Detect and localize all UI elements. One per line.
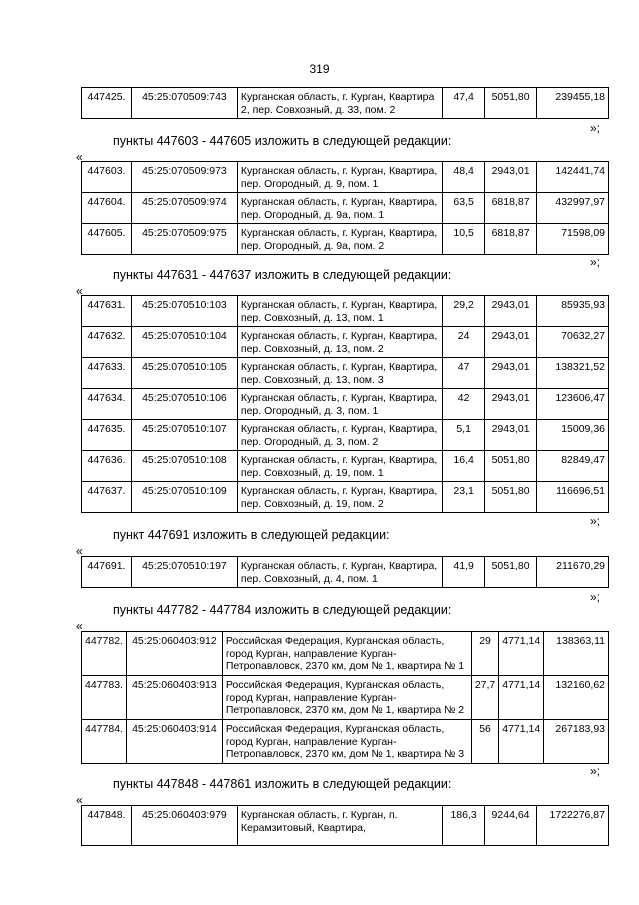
unit-price-cell: 2943,01 [485,296,537,327]
area-cell: 186,3 [443,806,485,846]
unit-price-cell: 2943,01 [485,162,537,193]
table-row [82,676,609,720]
cadastral-number-cell: 45:25:070510:104 [131,327,237,358]
unit-price-cell: 9244,64 [485,806,537,846]
address-cell: Курганская область, г. Курган, Квартира, пер. Совхозный, д. 13, пом. 1 [237,296,442,327]
closing-quote: »; [590,590,601,604]
cadastral-value-cell: 116696,51 [537,482,609,513]
table-447691 [81,556,609,588]
item-number-cell: 447691. [82,557,132,588]
address-cell: Курганская область, г. Курган, Квартира, пер. Огородный, д. 9, пом. 1 [237,162,442,193]
cadastral-number-cell: 45:25:070510:103 [131,296,237,327]
address-cell: Курганская область, г. Курган, п. Керамзитовый, Квартира, [237,806,442,846]
table-447848 [81,805,609,846]
opening-quote: « [76,150,83,164]
area-cell: 48,4 [443,162,485,193]
cadastral-number-cell: 45:25:070509:743 [131,88,237,119]
address-cell: Курганская область, г. Курган, Квартира, пер. Совхозный, д. 13, пом. 2 [237,327,442,358]
table-row [82,451,609,482]
cadastral-number-cell: 45:25:070510:108 [131,451,237,482]
address-cell: Курганская область, г. Курган, Квартира, пер. Огородный, д. 9а, пом. 1 [237,193,442,224]
table-447782-447784 [81,631,609,764]
cadastral-number-cell: 45:25:070509:973 [131,162,237,193]
cadastral-value-cell: 1722276,87 [537,806,609,846]
area-cell: 24 [443,327,485,358]
unit-price-cell: 4771,14 [499,632,544,676]
cadastral-value-cell: 132160,62 [544,676,609,720]
area-cell: 23,1 [443,482,485,513]
address-cell: Курганская область, г. Курган, Квартира, пер. Огородный, д. 3, пом. 1 [237,389,442,420]
address-cell: Курганская область, г. Курган, Квартира, пер. Совхозный, д. 19, пом. 2 [237,482,442,513]
table-row [82,88,609,119]
unit-price-cell: 2943,01 [485,389,537,420]
unit-price-cell: 2943,01 [485,358,537,389]
area-cell: 41,9 [443,557,485,588]
cadastral-value-cell: 85935,93 [537,296,609,327]
table-row [82,389,609,420]
opening-quote: « [76,619,83,633]
area-cell: 27,7 [471,676,498,720]
unit-price-cell: 5051,80 [485,88,537,119]
address-cell: Курганская область, г. Курган, Квартира, пер. Огородный, д. 3, пом. 2 [237,420,442,451]
cadastral-value-cell: 70632,27 [537,327,609,358]
instruction-text: пункты 447631 - 447637 изложить в следующей редакции: [113,268,452,282]
table-row [82,632,609,676]
table-row [82,720,609,764]
closing-quote: »; [590,764,601,778]
table-row [82,296,609,327]
table-row [82,420,609,451]
table-row [82,162,609,193]
area-cell: 10,5 [443,224,485,255]
area-cell: 47 [443,358,485,389]
cadastral-value-cell: 239455,18 [537,88,609,119]
area-cell: 47,4 [443,88,485,119]
item-number-cell: 447632. [82,327,132,358]
closing-quote: »; [590,514,601,528]
table-row [82,557,609,588]
cadastral-number-cell: 45:25:060403:912 [126,632,222,676]
cadastral-value-cell: 267183,93 [544,720,609,764]
table-row [82,358,609,389]
area-cell: 29 [471,632,498,676]
unit-price-cell: 2943,01 [485,420,537,451]
area-cell: 63,5 [443,193,485,224]
closing-quote: »; [590,121,601,135]
area-cell: 56 [471,720,498,764]
unit-price-cell: 5051,80 [485,451,537,482]
area-cell: 16,4 [443,451,485,482]
address-cell: Курганская область, г. Курган, Квартира, пер. Совхозный, д. 13, пом. 3 [237,358,442,389]
item-number-cell: 447634. [82,389,132,420]
table-447425 [81,87,609,119]
unit-price-cell: 6818,87 [485,224,537,255]
cadastral-number-cell: 45:25:060403:913 [126,676,222,720]
item-number-cell: 447637. [82,482,132,513]
cadastral-number-cell: 45:25:060403:979 [131,806,237,846]
table-row [82,193,609,224]
item-number-cell: 447635. [82,420,132,451]
page-number: 319 [309,62,330,76]
cadastral-value-cell: 71598,09 [537,224,609,255]
item-number-cell: 447605. [82,224,132,255]
item-number-cell: 447631. [82,296,132,327]
cadastral-number-cell: 45:25:070509:974 [131,193,237,224]
opening-quote: « [76,284,83,298]
instruction-text: пункт 447691 изложить в следующей редакции: [113,528,390,542]
address-cell: Российская Федерация, Курганская область, город Курган, направление Курган-Петропавловск, 2370 км, дом № 1, квартира № 1 [222,632,471,676]
cadastral-number-cell: 45:25:070510:105 [131,358,237,389]
item-number-cell: 447848. [82,806,132,846]
opening-quote: « [76,544,83,558]
address-cell: Курганская область, г. Курган, Квартира 2, пер. Совхозный, д. 33, пом. 2 [237,88,442,119]
unit-price-cell: 5051,80 [485,482,537,513]
instruction-text: пункты 447782 - 447784 изложить в следующей редакции: [113,603,452,617]
cadastral-value-cell: 211670,29 [537,557,609,588]
cadastral-number-cell: 45:25:060403:914 [126,720,222,764]
cadastral-number-cell: 45:25:070510:106 [131,389,237,420]
cadastral-number-cell: 45:25:070510:197 [131,557,237,588]
address-cell: Курганская область, г. Курган, Квартира, пер. Совхозный, д. 19, пом. 1 [237,451,442,482]
unit-price-cell: 5051,80 [485,557,537,588]
cadastral-number-cell: 45:25:070510:107 [131,420,237,451]
item-number-cell: 447784. [82,720,127,764]
instruction-text: пункты 447603 - 447605 изложить в следующей редакции: [113,134,452,148]
area-cell: 42 [443,389,485,420]
cadastral-value-cell: 123606,47 [537,389,609,420]
table-row [82,327,609,358]
cadastral-value-cell: 142441,74 [537,162,609,193]
item-number-cell: 447425. [82,88,132,119]
item-number-cell: 447782. [82,632,127,676]
item-number-cell: 447603. [82,162,132,193]
unit-price-cell: 4771,14 [499,720,544,764]
cadastral-value-cell: 15009,36 [537,420,609,451]
table-447603-447605 [81,161,609,255]
cadastral-number-cell: 45:25:070510:109 [131,482,237,513]
instruction-text: пункты 447848 - 447861 изложить в следующей редакции: [113,777,452,791]
item-number-cell: 447633. [82,358,132,389]
table-row [82,224,609,255]
address-cell: Курганская область, г. Курган, Квартира, пер. Огородный, д. 9а, пом. 2 [237,224,442,255]
area-cell: 29,2 [443,296,485,327]
cadastral-value-cell: 138363,11 [544,632,609,676]
table-row [82,806,609,846]
table-row [82,482,609,513]
item-number-cell: 447783. [82,676,127,720]
opening-quote: « [76,793,83,807]
item-number-cell: 447604. [82,193,132,224]
cadastral-value-cell: 82849,47 [537,451,609,482]
address-cell: Курганская область, г. Курган, Квартира, пер. Совхозный, д. 4, пом. 1 [237,557,442,588]
cadastral-value-cell: 432997,97 [537,193,609,224]
item-number-cell: 447636. [82,451,132,482]
table-447631-447637 [81,295,609,513]
cadastral-value-cell: 138321,52 [537,358,609,389]
unit-price-cell: 4771,14 [499,676,544,720]
unit-price-cell: 2943,01 [485,327,537,358]
unit-price-cell: 6818,87 [485,193,537,224]
cadastral-number-cell: 45:25:070509:975 [131,224,237,255]
address-cell: Российская Федерация, Курганская область, город Курган, направление Курган-Петропавловск, 2370 км, дом № 1, квартира № 2 [222,676,471,720]
address-cell: Российская Федерация, Курганская область, город Курган, направление Курган-Петропавловск, 2370 км, дом № 1, квартира № 3 [222,720,471,764]
closing-quote: »; [590,255,601,269]
area-cell: 5,1 [443,420,485,451]
